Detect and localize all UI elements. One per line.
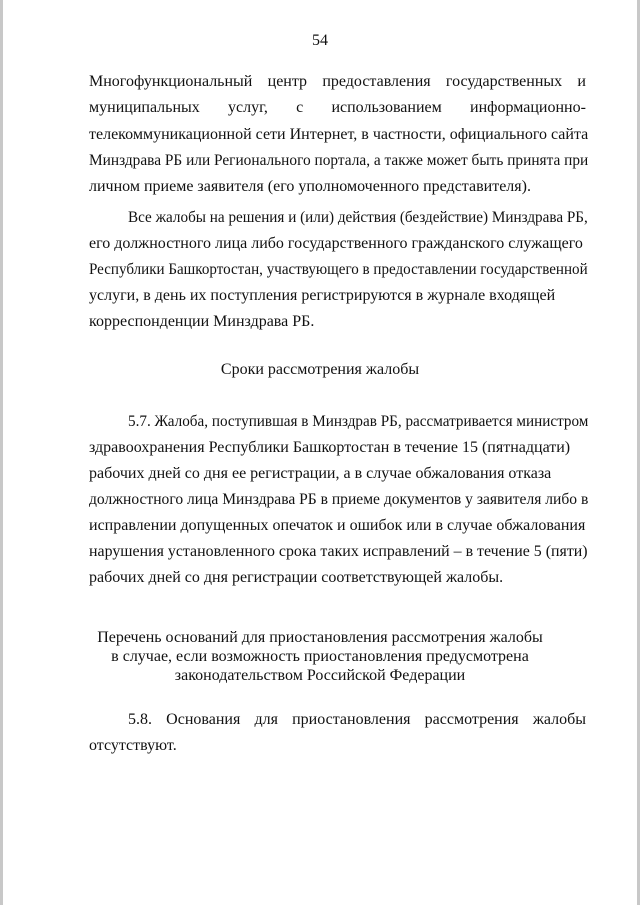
paragraph-2-line-4: услуги, в день их поступления регистрируются в журнале входящей (89, 287, 556, 304)
paragraph-2-line-5: корреспонденции Минздрава РБ. (89, 313, 315, 330)
paragraph-1-line-4: Минздрава РБ или Регионального портала, а также может быть принята при (89, 152, 589, 169)
word: государственных (445, 73, 563, 90)
paragraph-1-line-2 (89, 100, 586, 116)
paragraph-4-line-2: отсутствуют. (89, 737, 177, 754)
word: Основания (166, 711, 241, 728)
paragraph-1-line-1 (89, 74, 586, 90)
word: центр (267, 73, 308, 90)
paragraph-2-line-1: Все жалобы на решения и (или) действия (бездействие) Минздрава РБ, (128, 209, 588, 226)
word: предоставления (322, 73, 431, 90)
paragraph-4-line-1 (128, 712, 586, 728)
paragraph-3-line-6: нарушения установленного срока таких исправлений – в течение 5 (пяти) (89, 543, 588, 560)
section-heading-suspension-line-3: законодательством Российской Федерации (174, 667, 466, 684)
word: жалобы (532, 711, 586, 728)
word: услуг, (228, 99, 268, 116)
word: использованием (331, 99, 442, 116)
scan-edge-left (0, 0, 3, 905)
paragraph-2-line-3: Республики Башкортостан, участвующего в предоставлении государственной (89, 261, 588, 278)
word: для (254, 711, 278, 728)
paragraph-3-line-5: исправлении допущенных опечаток и ошибок или в случае обжалования (89, 517, 586, 534)
section-heading-suspension-line-1: Перечень оснований для приостановления рассмотрения жалобы (97, 629, 543, 646)
word: и (577, 73, 586, 90)
word: Многофункциональный (89, 73, 253, 90)
page-number: 54 (312, 32, 328, 49)
paragraph-1-line-5: личном приеме заявителя (его уполномоченного представителя). (89, 178, 531, 195)
paragraph-1-line-3: телекоммуникационной сети Интернет, в частности, официального сайта (89, 126, 589, 143)
word: 5.8. (128, 711, 152, 728)
word: информационно- (470, 99, 586, 116)
word: приостановления (292, 711, 411, 728)
paragraph-3-line-3: рабочих дней со дня ее регистрации, а в случае обжалования отказа (89, 465, 552, 482)
word: с (296, 99, 304, 116)
section-heading-suspension-line-2: в случае, если возможность приостановления предусмотрена (111, 648, 529, 665)
word: рассмотрения (424, 711, 519, 728)
paragraph-2-line-2: его должностного лица либо государственного гражданского служащего (89, 235, 583, 252)
word: муниципальных (89, 99, 200, 116)
paragraph-3-line-4: должностного лица Минздрава РБ в приеме документов у заявителя либо в (89, 491, 589, 508)
paragraph-3-line-7: рабочих дней со дня регистрации соответствующей жалобы. (89, 569, 504, 586)
paragraph-3-line-1: 5.7. Жалоба, поступившая в Минздрав РБ, рассматривается министром (128, 413, 589, 430)
section-heading-review-terms: Сроки рассмотрения жалобы (220, 361, 420, 378)
paragraph-3-line-2: здравоохранения Республики Башкортостан в течение 15 (пятнадцати) (89, 439, 571, 456)
